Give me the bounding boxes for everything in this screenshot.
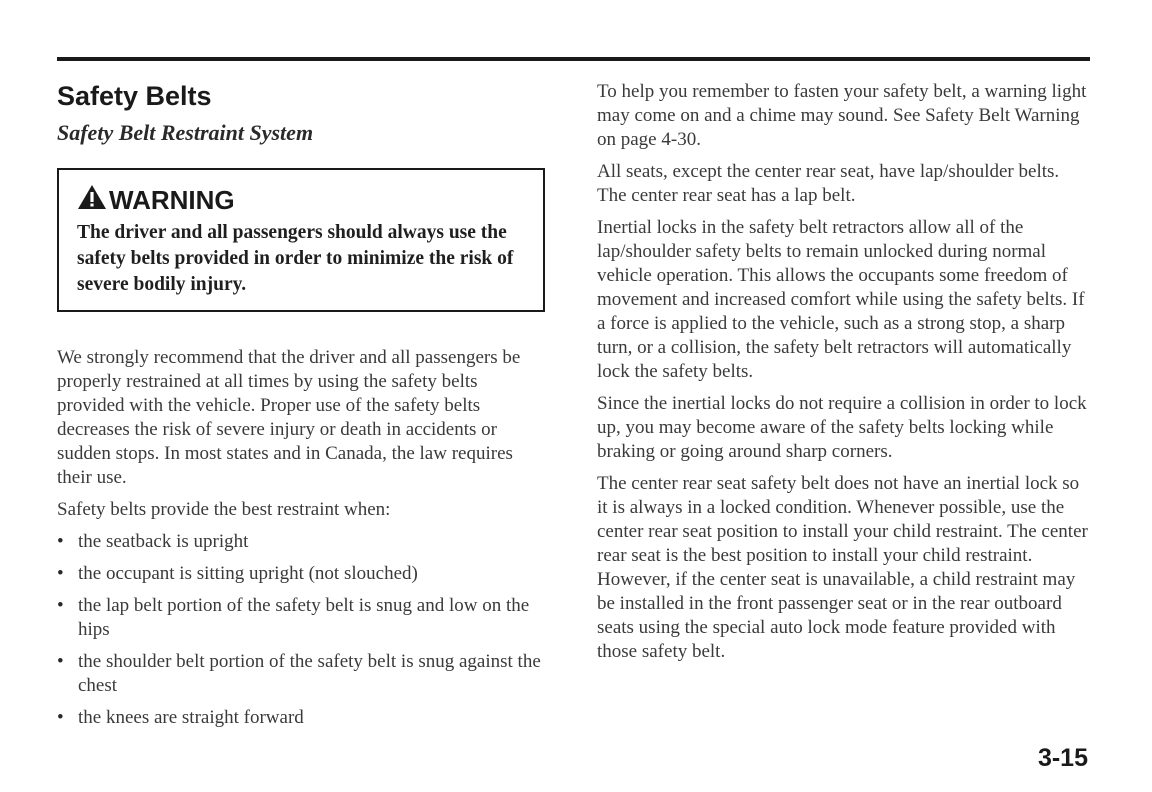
section-title: Safety Belts: [57, 81, 212, 111]
paragraph: Safety belts provide the best restraint when:: [57, 499, 391, 520]
bullet-icon: •: [57, 595, 64, 616]
list-item-text: the lap belt portion of the safety belt is snug and low on the hips: [78, 595, 530, 640]
list-item: [57, 650, 547, 698]
bullet-icon: •: [57, 531, 64, 552]
paragraph: Since the inertial locks do not require a collision in order to lock up, you may become aware of the safety belts locking while braking or going around sharp corners.: [597, 393, 1087, 462]
warning-box: [57, 168, 545, 312]
section-subtitle: Safety Belt Restraint System: [57, 120, 314, 145]
paragraph: We strongly recommend that the driver and all passengers be properly restrained at all times by using the safety belts provided with the vehicle. Proper use of the safety belts decreases the risk of severe injury or death in accidents or sudden stops. In most states and in Canada, the law requires their use.: [57, 347, 521, 488]
warning-text: The driver and all passengers should always use the safety belts provided in order to minimize the risk of severe bodily injury.: [77, 222, 514, 295]
left-body: [57, 346, 547, 730]
bullet-icon: •: [57, 563, 64, 584]
warning-header: [77, 184, 525, 216]
list-item-text: the occupant is sitting upright (not slouched): [78, 563, 418, 584]
bullet-icon: •: [57, 651, 64, 672]
list-item: [57, 530, 547, 554]
left-column: [57, 80, 547, 738]
paragraph: Inertial locks in the safety belt retractors allow all of the lap/shoulder safety belts to remain unlocked during normal vehicle operation. This allows the occupants some freedom of movement and increased comfort while using the safety belts. If a force is applied to the vehicle, such as a strong stop, a sharp turn, or a collision, the safety belt retractors will automatically lock the safety belts.: [597, 217, 1085, 382]
right-column: [597, 80, 1092, 672]
list-item-text: the shoulder belt portion of the safety belt is snug against the chest: [78, 651, 541, 696]
page-number: 3-15: [1037, 744, 1088, 772]
paragraph: The center rear seat safety belt does not have an inertial lock so it is always in a locked condition. Whenever possible, use the center rear seat position to install your child restraint. The center rear seat is the best position to install your child restraint. However, if the center seat is unavailable, a child restraint may be installed in the front passenger seat or in the rear outboard seats using the special auto lock mode feature provided with those safety belt.: [597, 473, 1088, 662]
top-rule: [57, 57, 1090, 61]
warning-triangle-icon: [77, 184, 109, 216]
list-item: [57, 562, 547, 586]
paragraph: To help you remember to fasten your safety belt, a warning light may come on and a chime may sound. See Safety Belt Warning on page 4-30.: [597, 81, 1087, 150]
list-item: [57, 594, 547, 642]
bullet-icon: •: [57, 707, 64, 728]
paragraph: All seats, except the center rear seat, have lap/shoulder belts. The center rear seat has a lap belt.: [597, 161, 1060, 206]
list-item: [57, 706, 547, 730]
list-item-text: the seatback is upright: [78, 531, 249, 552]
warning-label: WARNING: [109, 185, 235, 215]
list-item-text: the knees are straight forward: [78, 707, 304, 728]
restraint-conditions-list: [57, 530, 547, 730]
